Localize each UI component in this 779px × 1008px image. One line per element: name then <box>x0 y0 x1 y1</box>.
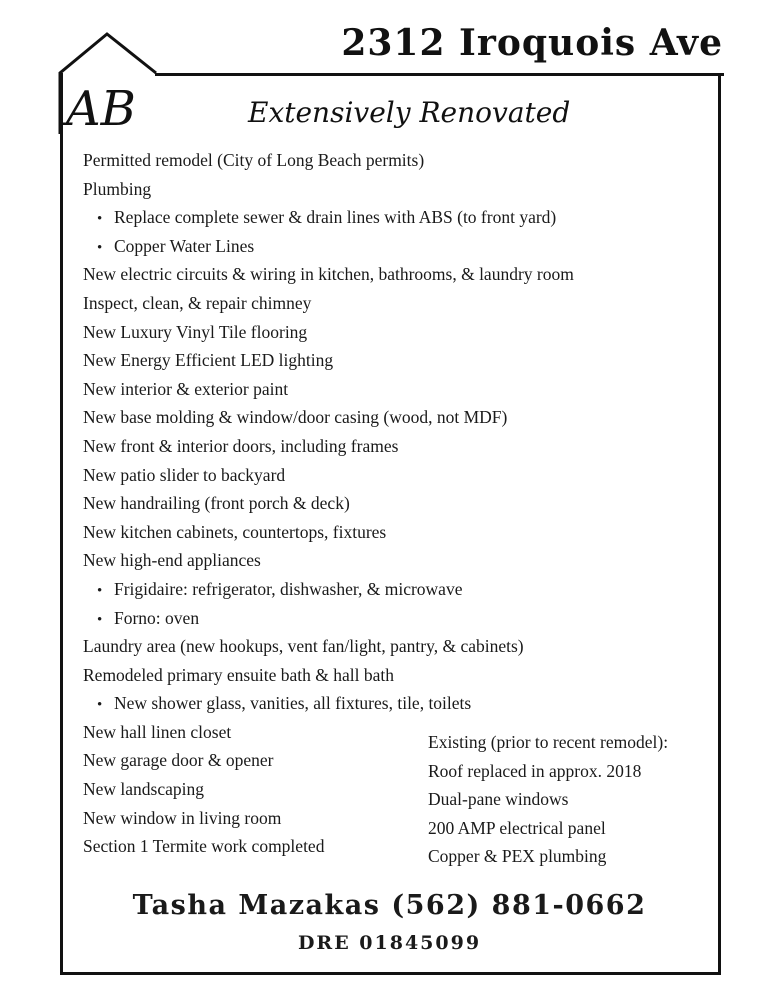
existing-item: Dual-pane windows <box>428 789 569 810</box>
feature-item: New kitchen cabinets, countertops, fixtures <box>83 521 387 542</box>
page-subtitle: Extensively Renovated <box>248 96 571 129</box>
feature-item: New Energy Efficient LED lighting <box>83 350 334 371</box>
existing-features <box>428 728 718 871</box>
logo-text: AB <box>66 81 136 137</box>
feature-item: Inspect, clean, & repair chimney <box>83 292 312 313</box>
agent-license: DRE 01845099 <box>297 932 482 954</box>
house-logo <box>52 28 162 138</box>
feature-item: New front & interior doors, including frames <box>83 435 399 456</box>
feature-item: New Luxury Vinyl Tile flooring <box>83 321 308 342</box>
feature-subitem: • Replace complete sewer & drain lines with ABS (to front yard) <box>83 203 703 232</box>
feature-item: Permitted remodel (City of Long Beach permits) <box>83 150 425 170</box>
agent-contact: Tasha Mazakas (562) 881-0662 <box>132 890 647 921</box>
feature-item: New patio slider to backyard <box>83 464 286 485</box>
existing-item: Copper & PEX plumbing <box>428 846 607 867</box>
feature-item: New window in living room <box>83 807 282 828</box>
existing-item: 200 AMP electrical panel <box>428 817 606 838</box>
feature-subitem: • Forno: oven <box>83 604 703 633</box>
existing-item: Roof replaced in approx. 2018 <box>428 760 642 781</box>
feature-item: New base molding & window/door casing (wood, not MDF) <box>83 407 508 428</box>
feature-subitem: • New shower glass, vanities, all fixtures, tile, toilets <box>83 689 703 718</box>
feature-subitem: • Copper Water Lines <box>83 232 703 261</box>
feature-item: New high-end appliances <box>83 550 261 571</box>
frame-top-border <box>155 73 724 76</box>
property-address: 2312 Iroquois Ave <box>341 22 723 64</box>
feature-item: New hall linen closet <box>83 721 232 742</box>
feature-item: Remodeled primary ensuite bath & hall bath <box>83 664 395 685</box>
feature-item: Plumbing <box>83 178 152 199</box>
feature-item: Laundry area (new hookups, vent fan/light, pantry, & cabinets) <box>83 636 524 657</box>
feature-item: Section 1 Termite work completed <box>83 836 325 857</box>
feature-item: New electric circuits & wiring in kitchen, bathrooms, & laundry room <box>83 264 574 285</box>
feature-item: New interior & exterior paint <box>83 378 289 399</box>
feature-subitem: • Frigidaire: refrigerator, dishwasher, & microwave <box>83 575 703 604</box>
existing-title: Existing (prior to recent remodel): <box>428 732 669 752</box>
feature-item: New garage door & opener <box>83 750 274 771</box>
feature-item: New landscaping <box>83 779 205 800</box>
feature-item: New handrailing (front porch & deck) <box>83 493 350 514</box>
